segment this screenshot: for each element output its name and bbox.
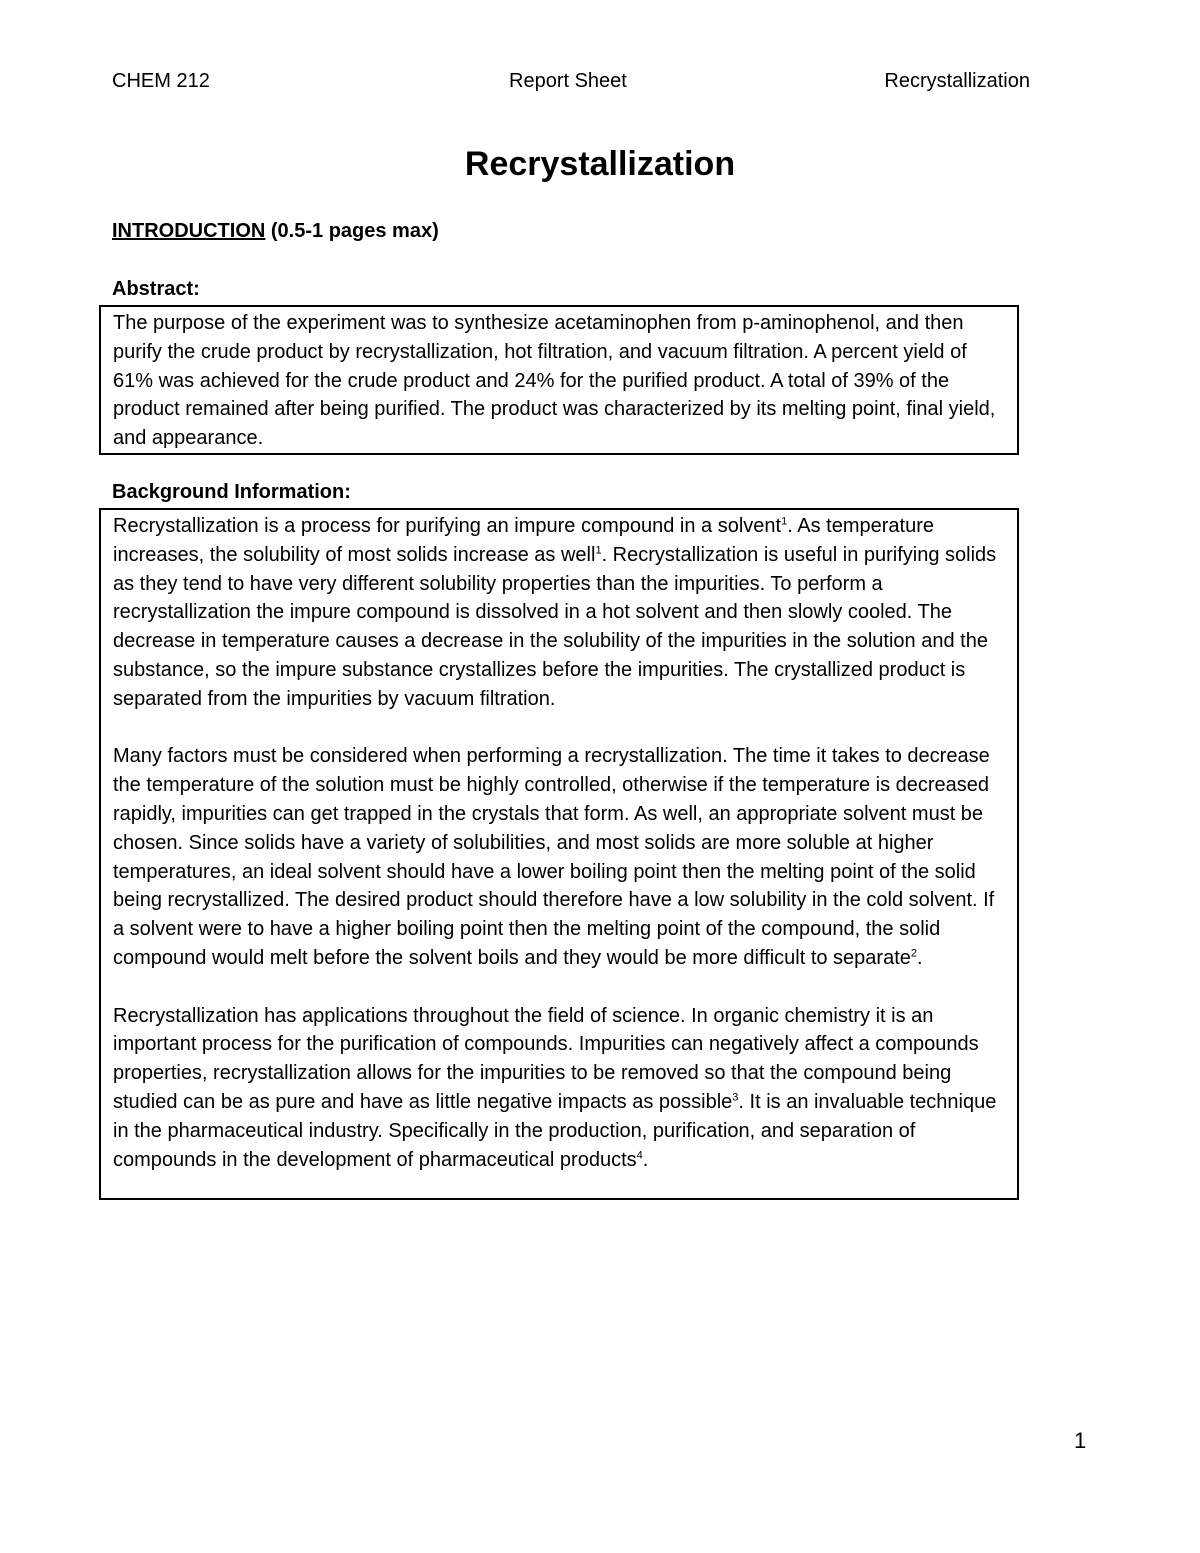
- citation-ref: 4: [636, 1148, 643, 1161]
- page-title: Recrystallization: [464, 145, 736, 183]
- background-p1-text-a: Recrystallization is a process for purifying an impure compound in a solvent: [113, 515, 782, 537]
- citation-ref: 3: [732, 1091, 739, 1104]
- background-p1-text-b: . As temperature increases, the solubility of most solids increase as well: [113, 515, 934, 566]
- abstract-text: The purpose of the experiment was to synthesize acetaminophen from p-aminophenol, and then purify the crude product by recrystallization, hot filtration, and vacuum filtration. A percent yield of 61% was achieved for the crude product and 24% for the purified product. A total of 39% of the product remained after being purified. The product was characterized by its melting point, final yield, and appearance.: [113, 312, 996, 450]
- background-p2-text-a: Many factors must be considered when performing a recrystallization. The time it takes to decrease the temperature of the solution must be highly controlled, otherwise if the temperature is decreased rapidly, impurities can get trapped in the crystals that form. As well, an appropriate solvent must be chosen. Since solids have a variety of solubilities, and most solids are more soluble at higher temperatures, an ideal solvent should have a lower boiling point then the melting point of the solid being recrystallized. The desired product should therefore have a low solubility in the cold solvent. If a solvent were to have a higher boiling point then the melting point of the compound, the solid compound would melt before the solvent boils and they would be more difficult to separate: [113, 745, 995, 969]
- background-p1-text-c: . Recrystallization is useful in purifying solids as they tend to have very different solubility properties than the impurities. To perform a recrystallization the impure compound is dissolved in a hot solvent and then slowly cooled. The decrease in temperature causes a decrease in the solubility of the impurities in the solution and the substance, so the impure substance crystallizes before the impurities. The crystallized product is separated from the impurities by vacuum filtration.: [113, 543, 997, 710]
- introduction-label: INTRODUCTION: [112, 220, 266, 242]
- header-report-sheet: Report Sheet: [509, 70, 627, 92]
- background-p2-text-b: .: [917, 946, 923, 969]
- page-header: [112, 70, 1030, 100]
- background-p3-text-c: .: [642, 1148, 649, 1171]
- abstract-box: [99, 305, 1019, 455]
- background-label: Background Information:: [112, 481, 351, 503]
- introduction-length-note: (0.5-1 pages max): [270, 220, 439, 242]
- introduction-heading: [112, 220, 439, 243]
- background-p3-text-b: . It is an invaluable technique in the pharmaceutical industry. Specifically in the production, purification, and separation of compounds in the development of pharmaceutical products: [113, 1090, 997, 1171]
- abstract-label: Abstract:: [112, 278, 200, 300]
- citation-ref: 2: [910, 947, 918, 960]
- header-course: CHEM 212: [112, 70, 210, 92]
- citation-ref: 1: [781, 515, 788, 528]
- background-paragraph-1: [113, 512, 1007, 714]
- citation-ref: 1: [595, 544, 602, 557]
- page-number: 1: [1074, 1428, 1087, 1453]
- background-p3-text-a: Recrystallization has applications throughout the field of science. In organic chemistry it is an important process for the purification of compounds. Impurities can negatively affect a compounds properties, recrystallization allows for the impurities to be removed so that the compound being studied can be as pure and have as little negative impacts as possible: [113, 1004, 979, 1113]
- background-paragraph-3: [113, 1002, 1007, 1175]
- background-paragraph-2: [113, 742, 1007, 972]
- header-topic: Recrystallization: [884, 70, 1030, 92]
- background-box: [99, 508, 1019, 1200]
